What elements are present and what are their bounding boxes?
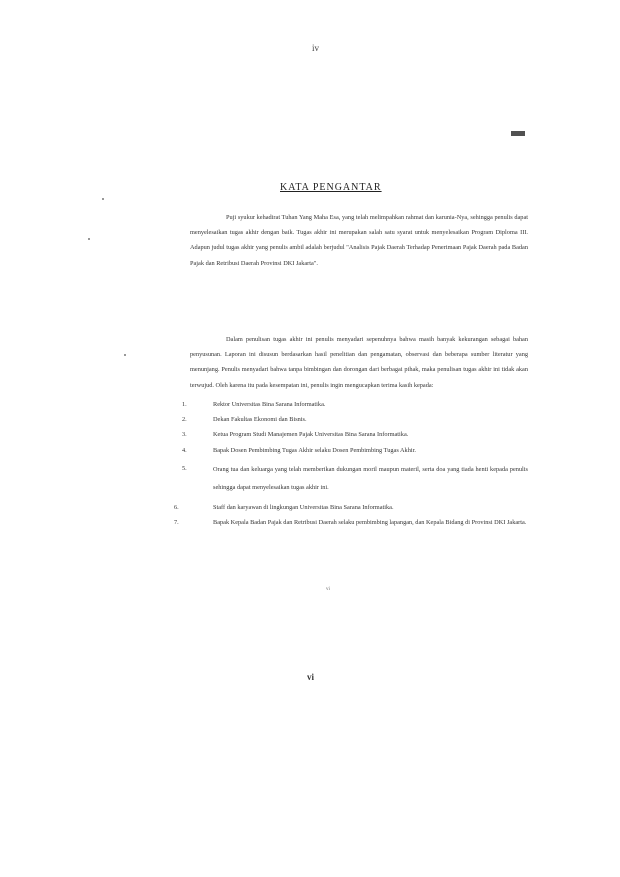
paragraph-thanks-intro: [190, 332, 528, 393]
list-item-number: 4.: [182, 446, 187, 454]
scan-mark: [511, 131, 525, 136]
list-item: [174, 515, 528, 530]
list-item-text: Dekan Fakultas Ekonomi dan Bisnis.: [213, 416, 307, 424]
list-item: [182, 412, 528, 427]
list-item-number: 6.: [174, 503, 179, 511]
list-item-text: Bapak Dosen Pembimbing Tugas Akhir selaku Dosen Pembimbing Tugas Akhir.: [213, 446, 416, 454]
paragraph-opening-text: Puji syukur kehadirat Tuhan Yang Maha Esa, yang telah melimpahkan rahmat dan karunia-Nya, sehingga penulis dapat menyelesaikan tugas akhir dengan baik. Tugas akhir ini merupakan salah satu syarat untuk menyelesaikan Program Diploma III. Adapun judul tugas akhir yang penulis ambil adalah berjudul "Analisis Pajak Daerah Terhadap Penerimaan Pajak Daerah pada Badan Pajak dan Retribusi Daerah Provinsi DKI Jakarta".: [190, 214, 528, 267]
list-item-number: 2.: [182, 416, 187, 424]
list-item-number: 5.: [182, 464, 187, 472]
page-number-bottom: vi: [307, 672, 315, 682]
list-item-text: Orang tua dan keluarga yang telah memberikan dukungan moril maupun materil, serta doa yang tiada henti kepada penulis sehingga dapat menyelesaikan tugas akhir ini.: [213, 465, 528, 491]
list-item-number: 3.: [182, 431, 187, 439]
footer-small-number: vi: [326, 587, 330, 592]
paragraph-thanks-intro-text: Dalam penulisan tugas akhir ini penulis menyadari sepenuhnya bahwa masih banyak kekurangan sebagai bahan penyusunan. Laporan ini disusun berdasarkan hasil penelitian dan pengamatan, observasi dan beberapa sumber literatur yang menunjang. Penulis menyadari bahwa tanpa bimbingan dan dorongan dari berbagai pihak, maka penulisan tugas akhir ini tidak akan terwujud. Oleh karena itu pada kesempatan ini, penulis ingin mengucapkan terima kasih kepada:: [190, 336, 528, 389]
scan-speck: [124, 354, 126, 356]
list-item-number: 1.: [182, 401, 187, 408]
list-item-text: Ketua Program Studi Manajemen Pajak Universitas Bina Sarana Informatika.: [213, 431, 409, 439]
list-item-text: Staff dan karyawan di lingkungan Universitas Bina Sarana Informatika.: [213, 503, 394, 511]
list-item: [182, 443, 528, 458]
page-title: KATA PENGANTAR: [280, 182, 382, 193]
page-number-top: iv: [312, 43, 320, 53]
paragraph-opening: [190, 210, 528, 271]
list-item: [182, 427, 528, 442]
list-item: [182, 397, 528, 412]
list-item-text: Rektor Universitas Bina Sarana Informatika.: [213, 401, 326, 408]
scan-speck: [102, 198, 104, 200]
list-item-number: 7.: [174, 519, 179, 527]
list-item: [182, 461, 528, 497]
scan-speck: [88, 238, 90, 240]
acknowledgement-list: [174, 397, 528, 530]
list-item: [174, 500, 528, 515]
list-item-text: Bapak Kepala Badan Pajak dan Retribusi Daerah selaku pembimbing lapangan, dan Kepala Bidang di Provinsi DKI Jakarta.: [213, 519, 527, 527]
